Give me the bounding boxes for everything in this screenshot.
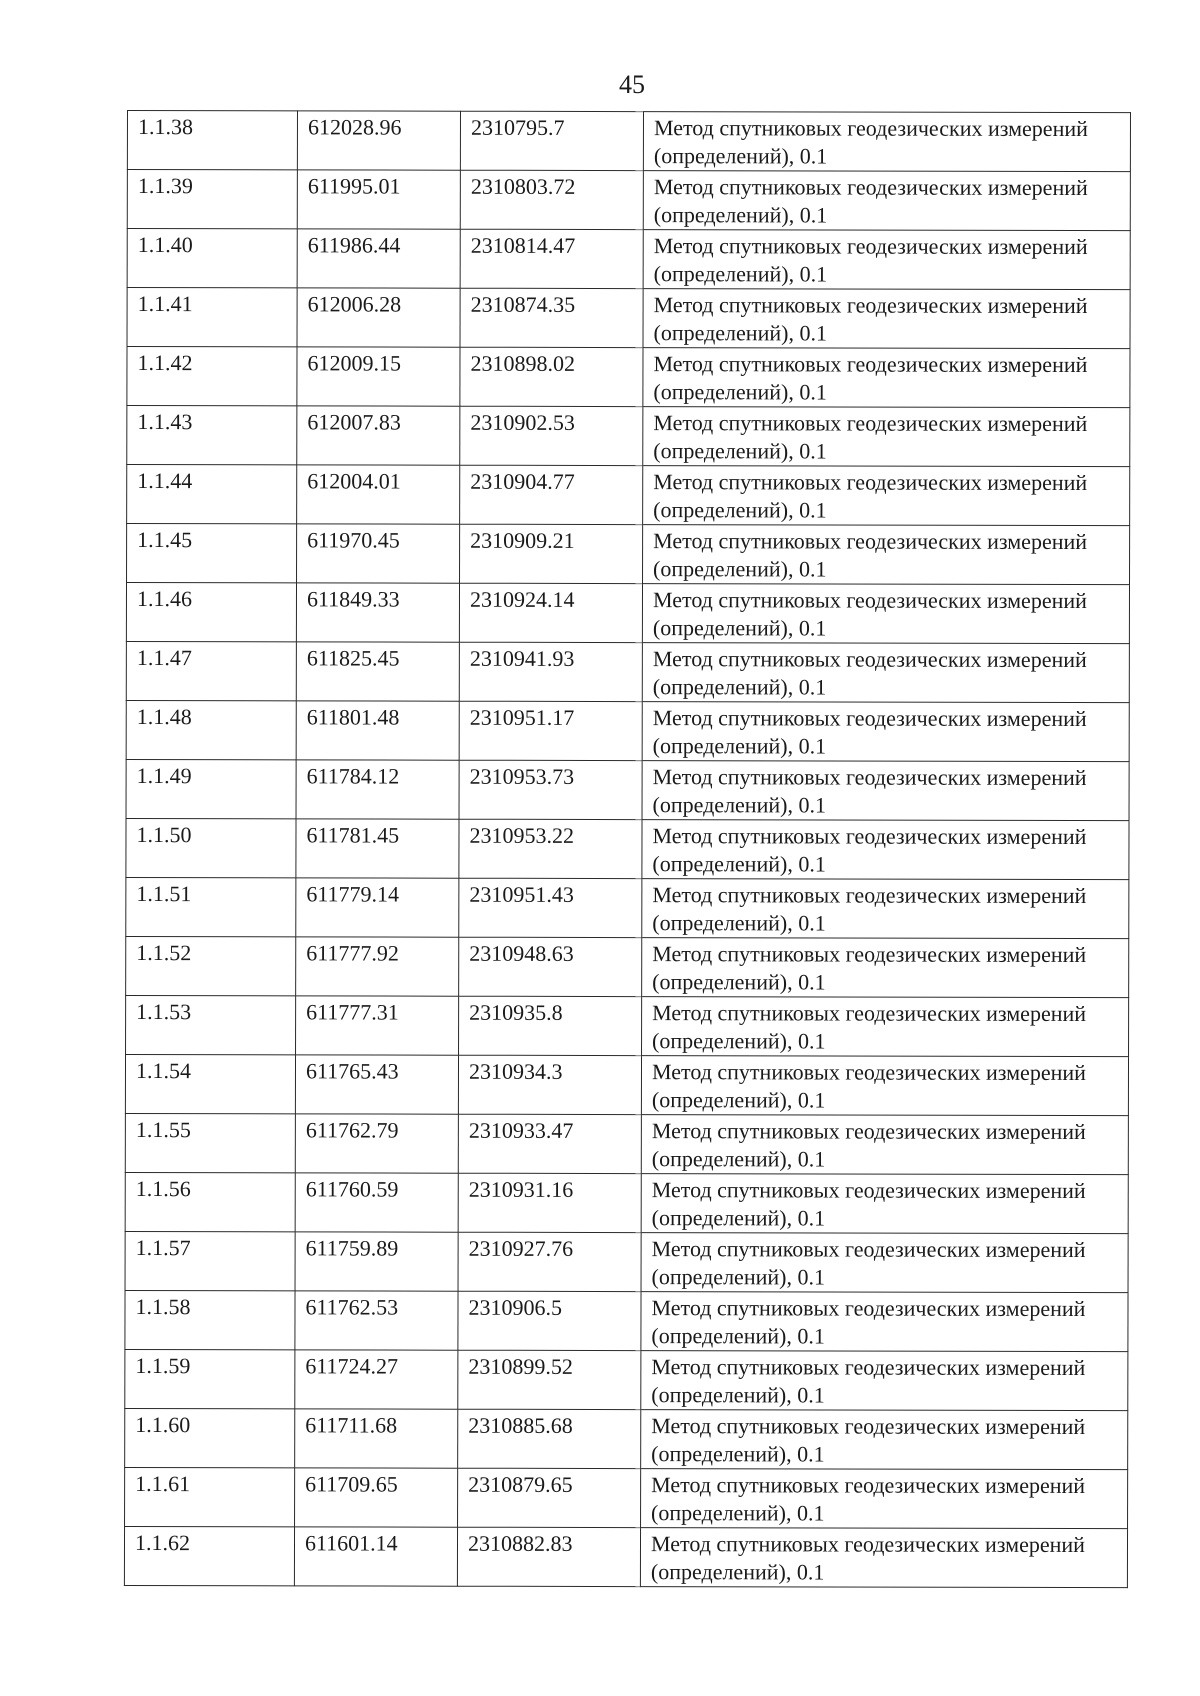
table-row [125,1231,1128,1292]
table-row [127,347,1130,408]
method-accuracy-cell: Метод спутниковых геодезических измерений (определений), 0.1 [643,171,1130,231]
y-coordinate-cell: 2310909.21 [460,524,643,583]
table-row [126,641,1129,702]
table-row [125,1290,1128,1351]
method-accuracy-cell: Метод спутниковых геодезических измерений (определений), 0.1 [643,466,1130,526]
table-row [126,759,1129,820]
x-coordinate-cell: 611760.59 [295,1173,458,1232]
point-number-cell: 1.1.43 [127,406,297,465]
table-row [127,465,1130,526]
x-coordinate-cell: 611711.68 [295,1409,458,1468]
x-coordinate-cell: 611986.44 [297,229,460,288]
point-number-cell: 1.1.49 [126,759,296,818]
table-row [126,818,1129,879]
table-row [126,700,1129,761]
method-accuracy-cell: Метод спутниковых геодезических измерений (определений), 0.1 [642,997,1129,1057]
table-row [126,583,1129,644]
y-coordinate-cell: 2310898.02 [460,347,643,406]
y-coordinate-cell: 2310906.5 [458,1291,641,1350]
method-accuracy-cell: Метод спутниковых геодезических измерений (определений), 0.1 [641,1292,1128,1352]
y-coordinate-cell: 2310814.47 [460,229,643,288]
method-accuracy-cell: Метод спутниковых геодезических измерений (определений), 0.1 [641,1351,1128,1411]
method-accuracy-cell: Метод спутниковых геодезических измерений (определений), 0.1 [641,1233,1128,1293]
x-coordinate-cell: 611777.31 [296,996,459,1055]
y-coordinate-cell: 2310953.22 [459,819,642,878]
y-coordinate-cell: 2310941.93 [459,642,642,701]
y-coordinate-cell: 2310904.77 [460,465,643,524]
table-row [124,1526,1127,1587]
y-coordinate-cell: 2310924.14 [459,583,642,642]
point-number-cell: 1.1.52 [126,936,296,995]
table-row [127,406,1130,467]
point-number-cell: 1.1.46 [126,583,296,642]
x-coordinate-cell: 611777.92 [296,937,459,996]
point-number-cell: 1.1.57 [125,1231,295,1290]
method-accuracy-cell: Метод спутниковых геодезических измерений (определений), 0.1 [642,938,1129,998]
method-accuracy-cell: Метод спутниковых геодезических измерений (определений), 0.1 [642,702,1129,762]
x-coordinate-cell: 611709.65 [295,1468,458,1527]
x-coordinate-cell: 611601.14 [294,1527,457,1586]
table-row [127,229,1130,290]
point-number-cell: 1.1.54 [125,1054,295,1113]
method-accuracy-cell: Метод спутниковых геодезических измерений (определений), 0.1 [641,1410,1128,1470]
method-accuracy-cell: Метод спутниковых геодезических измерений (определений), 0.1 [642,761,1129,821]
x-coordinate-cell: 611762.53 [295,1291,458,1350]
x-coordinate-cell: 611970.45 [297,524,460,583]
method-accuracy-cell: Метод спутниковых геодезических измерений (определений), 0.1 [640,1528,1127,1588]
x-coordinate-cell: 611801.48 [296,701,459,760]
y-coordinate-cell: 2310899.52 [458,1350,641,1409]
point-number-cell: 1.1.62 [124,1526,294,1585]
point-number-cell: 1.1.53 [126,995,296,1054]
method-accuracy-cell: Метод спутниковых геодезических измерений (определений), 0.1 [643,525,1130,585]
y-coordinate-cell: 2310951.43 [459,878,642,937]
method-accuracy-cell: Метод спутниковых геодезических измерений (определений), 0.1 [642,643,1129,703]
method-accuracy-cell: Метод спутниковых геодезических измерений (определений), 0.1 [642,879,1129,939]
table-row [125,1408,1128,1469]
point-number-cell: 1.1.55 [125,1113,295,1172]
method-accuracy-cell: Метод спутниковых геодезических измерений (определений), 0.1 [641,1115,1128,1175]
point-number-cell: 1.1.48 [126,700,296,759]
y-coordinate-cell: 2310931.16 [458,1173,641,1232]
method-accuracy-cell: Метод спутниковых геодезических измерений (определений), 0.1 [643,348,1130,408]
table-row [125,1349,1128,1410]
x-coordinate-cell: 611762.79 [295,1114,458,1173]
point-number-cell: 1.1.58 [125,1290,295,1349]
x-coordinate-cell: 612009.15 [297,347,460,406]
y-coordinate-cell: 2310795.7 [460,111,643,170]
method-accuracy-cell: Метод спутниковых геодезических измерений (определений), 0.1 [641,1174,1128,1234]
method-accuracy-cell: Метод спутниковых геодезических измерений (определений), 0.1 [642,820,1129,880]
point-number-cell: 1.1.39 [127,170,297,229]
x-coordinate-cell: 611759.89 [295,1232,458,1291]
point-number-cell: 1.1.61 [125,1467,295,1526]
point-number-cell: 1.1.45 [127,524,297,583]
x-coordinate-cell: 612006.28 [297,288,460,347]
point-number-cell: 1.1.40 [127,229,297,288]
point-number-cell: 1.1.60 [125,1408,295,1467]
point-number-cell: 1.1.51 [126,877,296,936]
table-row [126,995,1129,1056]
x-coordinate-cell: 611765.43 [295,1055,458,1114]
table-row [126,877,1129,938]
x-coordinate-cell: 611995.01 [297,170,460,229]
y-coordinate-cell: 2310885.68 [458,1409,641,1468]
table-row [125,1467,1128,1528]
table-row [127,170,1130,231]
y-coordinate-cell: 2310879.65 [458,1468,641,1527]
method-accuracy-cell: Метод спутниковых геодезических измерений (определений), 0.1 [641,1469,1128,1529]
x-coordinate-cell: 612028.96 [297,111,460,170]
coordinates-table [124,110,1131,1588]
point-number-cell: 1.1.50 [126,818,296,877]
x-coordinate-cell: 611784.12 [296,760,459,819]
table-body [124,111,1130,1588]
point-number-cell: 1.1.47 [126,641,296,700]
table-row [127,288,1130,349]
y-coordinate-cell: 2310933.47 [458,1114,641,1173]
method-accuracy-cell: Метод спутниковых геодезических измерений (определений), 0.1 [642,584,1129,644]
method-accuracy-cell: Метод спутниковых геодезических измерений (определений), 0.1 [643,230,1130,290]
method-accuracy-cell: Метод спутниковых геодезических измерений (определений), 0.1 [643,289,1130,349]
x-coordinate-cell: 612007.83 [297,406,460,465]
point-number-cell: 1.1.38 [127,111,297,170]
point-number-cell: 1.1.42 [127,347,297,406]
y-coordinate-cell: 2310902.53 [460,406,643,465]
x-coordinate-cell: 611825.45 [296,642,459,701]
x-coordinate-cell: 611849.33 [296,583,459,642]
x-coordinate-cell: 611724.27 [295,1350,458,1409]
y-coordinate-cell: 2310951.17 [459,701,642,760]
table-row [125,1054,1128,1115]
point-number-cell: 1.1.44 [127,465,297,524]
method-accuracy-cell: Метод спутниковых геодезических измерений (определений), 0.1 [643,112,1130,172]
method-accuracy-cell: Метод спутниковых геодезических измерений (определений), 0.1 [641,1056,1128,1116]
y-coordinate-cell: 2310934.3 [458,1055,641,1114]
y-coordinate-cell: 2310882.83 [457,1527,640,1586]
table-row [125,1172,1128,1233]
x-coordinate-cell: 611779.14 [296,878,459,937]
point-number-cell: 1.1.41 [127,288,297,347]
x-coordinate-cell: 612004.01 [297,465,460,524]
point-number-cell: 1.1.59 [125,1349,295,1408]
table-row [127,524,1130,585]
y-coordinate-cell: 2310803.72 [460,170,643,229]
y-coordinate-cell: 2310927.76 [458,1232,641,1291]
page-number: 45 [619,70,645,99]
point-number-cell: 1.1.56 [125,1172,295,1231]
table-row [125,1113,1128,1174]
y-coordinate-cell: 2310948.63 [459,937,642,996]
y-coordinate-cell: 2310874.35 [460,288,643,347]
y-coordinate-cell: 2310953.73 [459,760,642,819]
y-coordinate-cell: 2310935.8 [459,996,642,1055]
table-row [126,936,1129,997]
x-coordinate-cell: 611781.45 [296,819,459,878]
method-accuracy-cell: Метод спутниковых геодезических измерений (определений), 0.1 [643,407,1130,467]
table-row [127,111,1130,172]
